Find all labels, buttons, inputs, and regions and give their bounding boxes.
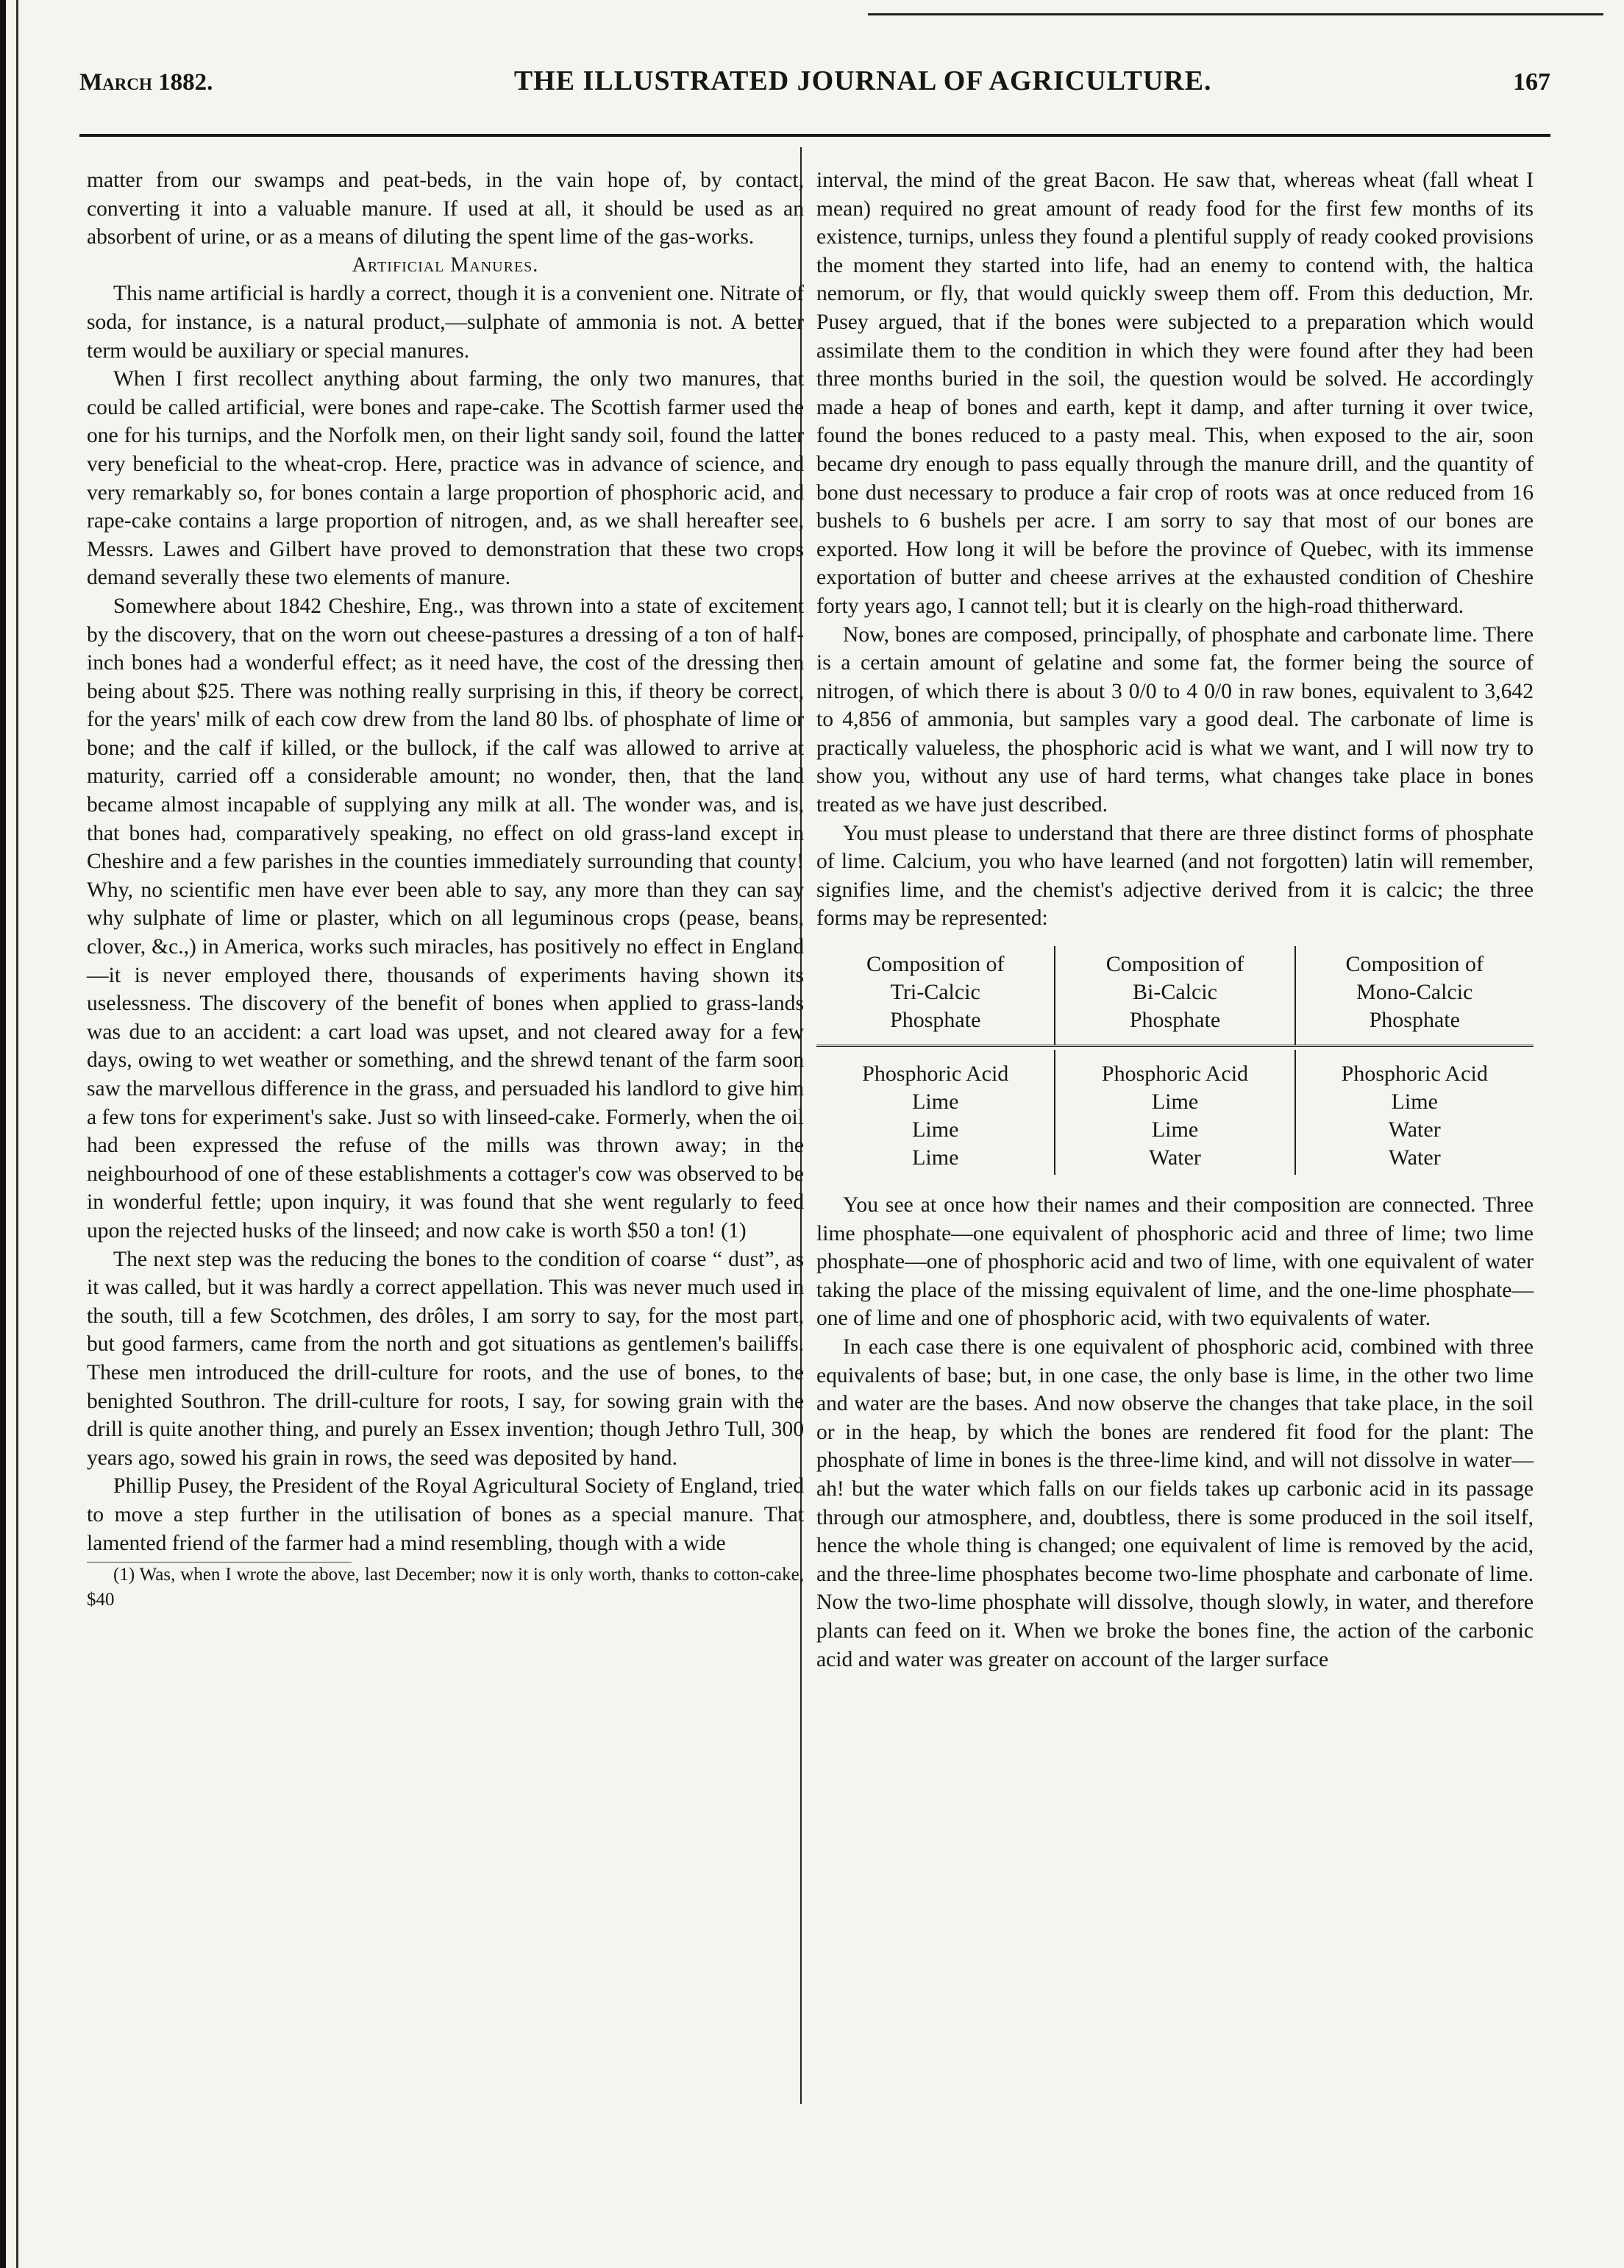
table-header-cell: Composition of Bi-Calcic Phosphate (1055, 946, 1294, 1046)
paragraph: interval, the mind of the great Bacon. He saw that, whereas wheat (fall wheat I mean) required no great amount of ready food for the first few months of its existence, turnips, unless they found a plentiful supply of ready cooked provisions the moment they started into life, had an enemy to contend with, the haltica nemorum, or fly, that would quickly sweep them off. From this deduction, Mr. Pusey argued, that if the bones were subjected to a preparation which would assimilate them to the condition in which they were found after they had been three months buried in the soil, the question would be solved. He accordingly made a heap of bones and earth, kept it damp, and after turning it over twice, found the bones reduced to a pasty meal. This, when exposed to the air, soon became dry enough to pass equally through the manure drill, and the quantity of bone dust necessary to produce a fair crop of roots was at once reduced from 16 bushels to 6 bushels per acre. I am sorry to say that most of our bones are exported. How long it will be before the province of Quebec, with its immense exportation of butter and cheese arrives at the exhausted condition of Cheshire forty years ago, I cannot tell; but it is clearly on the high-road thitherward. (816, 168, 1534, 618)
table-header-row (816, 946, 1534, 1046)
issue-date: March 1882. (79, 69, 213, 96)
table-header-cell: Composition of Tri-Calcic Phosphate (866, 952, 1005, 1033)
table-header-cell: Composition of Mono-Calcic Phosphate (1295, 946, 1534, 1046)
page-binding-line (16, 0, 18, 2268)
table-row (816, 1050, 1534, 1175)
phosphate-composition-table (816, 946, 1534, 1175)
paragraph: You see at once how their names and their composition are connected. Three lime phosphate—one equivalent of phosphoric acid and three of lime; two lime phosphate—one of phosphoric acid and two of lime, with one equivalent of water taking the place of the missing equivalent of lime, and the one-lime phosphate—one of lime and one of phosphoric acid, with two equivalents of water. (816, 1193, 1534, 1331)
running-header (79, 65, 1550, 109)
paragraph: Phillip Pusey, the President of the Royal Agricultural Society of England, tried to move a step further in the utilisation of bones as a special manure. That lamented friend of the farmer had a mind resembling, though with a wide (87, 1474, 804, 1555)
paragraph: In each case there is one equivalent of phosphoric acid, combined with three equivalents of base; but, in one case, the only base is lime, in the other two lime and water are the bases. And now observe the changes that take place, in the soil or in the heap, by which the bones are rendered fit food for the plant: The phosphate of lime in bones is the three-lime kind, and will not dissolve in water—ah! but the water which falls on our fields takes up carbonic acid in its passage through our atmosphere, and, doubtless, there is some produced in the soil itself, hence the whole thing is changed; one equivalent of lime is removed by the acid, and the three-lime phosphates become two-lime phosphate and carbonate of lime. Now the two-lime phosphate will dissolve, though slowly, in water, and therefore plants can feed on it. When we broke the bones fine, the action of the carbonic acid and water was greater on account of the larger surface (816, 1335, 1534, 1671)
section-heading: Artificial Manures. (352, 253, 539, 277)
table-cell: Phosphoric Acid Lime Lime Water (1055, 1050, 1294, 1175)
right-column (816, 166, 1534, 1674)
paragraph: This name artificial is hardly a correct, though it is a convenient one. Nitrate of soda, for instance, is a natural product,—sulphate of ammonia is not. A better term would be auxiliary or special manures. (87, 282, 804, 363)
page-number: 167 (1513, 68, 1550, 96)
paragraph: When I first recollect anything about farming, the only two manures, that could be called artificial, were bones and rape-cake. The Scottish farmer used the one for his turnips, and the Norfolk men, on their light sandy soil, found the latter very beneficial to the wheat-crop. Here, practice was in advance of science, and very remarkably so, for bones contain a large proportion of phosphoric acid, and rape-cake contains a large proportion of nitrogen, and, as we shall hereafter see, Messrs. Lawes and Gilbert have proved to demonstration that these two crops demand severally these two elements of manure. (87, 367, 804, 590)
paragraph: Now, bones are composed, principally, of phosphate and carbonate lime. There is a certain amount of gelatine and some fat, the former being the source of nitrogen, of which there is about 3 0/0 to 4 0/0 in raw bones, equivalent to 3,642 to 4,856 of ammonia, but samples vary a good deal. The carbonate of lime is practically valueless, the phosphoric acid is what we want, and I will now try to show you, without any use of hard terms, what changes take place in bones treated as we have just described. (816, 622, 1534, 817)
paragraph: The next step was the reducing the bones to the condition of coarse “ dust”, as it was called, but it was hardly a correct appellation. This was never much used in the south, till a few Scotchmen, des drôles, I am sorry to say, for the most part, but good farmers, came from the north and got situations as gentlemen's bailiffs. These men introduced the drill-culture for roots, and the use of bones, to the benighted Southron. The drill-culture for roots, I say, for sowing grain with the drill is quite another thing, and purely an Essex invention; though Jethro Tull, 300 years ago, sowed his grain in rows, the seed was deposited by hand. (87, 1247, 804, 1470)
footnote: (1) Was, when I wrote the above, last December; now it is only worth, thanks to cotton-cake, $40 (87, 1565, 804, 1610)
page-binding-edge (0, 0, 6, 2268)
left-column (87, 166, 804, 1613)
header-rule (79, 134, 1550, 137)
paragraph: matter from our swamps and peat-beds, in the vain hope of, by contact, converting it into a valuable manure. If used at all, it should be used as an absorbent of urine, or as a means of diluting the spent lime of the gas-works. (87, 168, 804, 249)
paragraph: You must please to understand that there are three distinct forms of phosphate of lime. Calcium, you who have learned (and not forgotten) latin will remember, signifies lime, and the chemist's adjective derived from it is calcic; the three forms may be represented: (816, 821, 1534, 931)
paragraph: Somewhere about 1842 Cheshire, Eng., was thrown into a state of excitement by the discovery, that on the worn out cheese-pastures a dressing of a ton of half-inch bones had a wonderful effect; as it need have, the cost of the dressing then being about $25. There was nothing really surprising in this, if theory be correct, for the years' milk of each cow drew from the land 80 lbs. of phosphate of lime or bone; and the calf if killed, or the bullock, if the calf was allowed to arrive at maturity, carried off a considerable amount; no wonder, then, that the land became almost incapable of supplying any milk at all. The wonder was, and is, that bones had, comparatively speaking, no effect on old grass-land except in Cheshire and a few parishes in the counties immediately surrounding that county! Why, no scientific men have ever been able to say, any more than they can say why sulphate of lime or plaster, which on all leguminous crops (pease, beans, clover, &c.,) in America, works such miracles, has positively no effect in England—it is never employed there, thousands of experiments having shown its uselessness. The discovery of the benefit of bones when applied to grass-lands was due to an accident: a cart load was upset, and not cleared away for a few days, owing to wet weather or something, and the shrewd tenant of the farm soon saw the marvellous difference in the grass, and persuaded his landlord to give him a few tons for experiment's sake. Just so with linseed-cake. Formerly, when the oil had been expressed the refuse of the mills was thrown away; in the neighbourhood of one of these establishments a cottager's cow was observed to be in wonderful fettle; upon inquiry, it was found that she went regularly to feed upon the rejected husks of the linseed; and now cake is worth $50 a ton! (1) (87, 594, 804, 1243)
table-cell: Phosphoric Acid Lime Water Water (1295, 1050, 1534, 1175)
journal-title: THE ILLUSTRATED JOURNAL OF AGRICULTURE. (513, 65, 1212, 96)
table-cell: Phosphoric Acid Lime Lime Lime (862, 1062, 1009, 1170)
top-scan-rule (868, 13, 1603, 15)
